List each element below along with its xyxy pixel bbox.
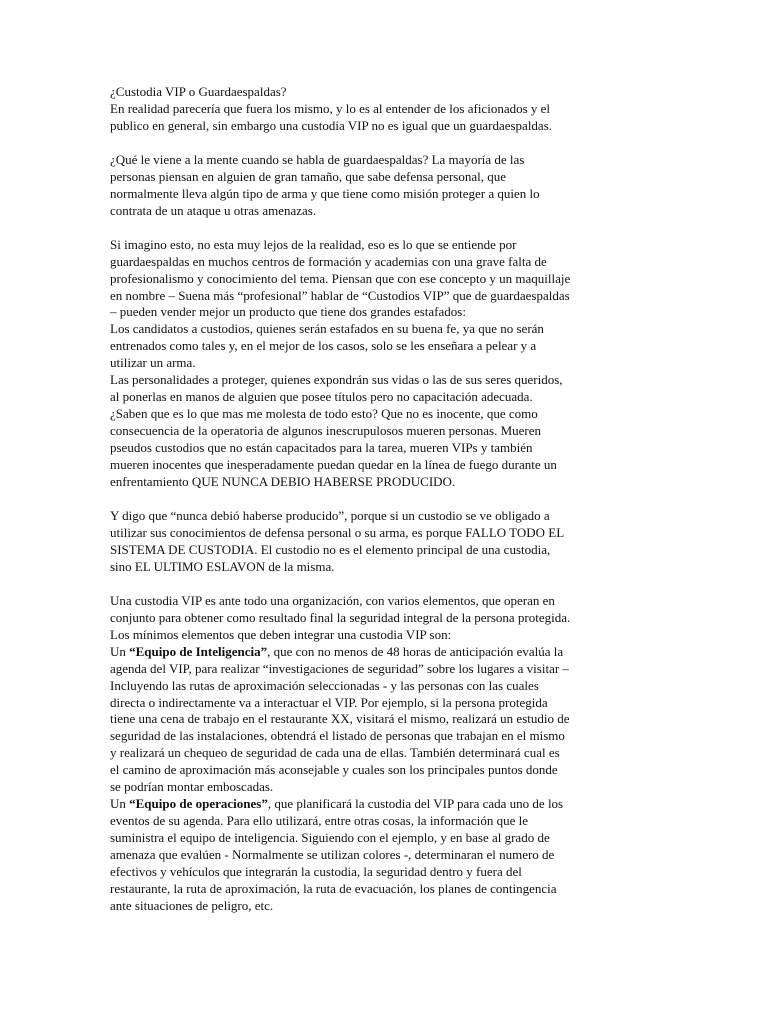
- intelligence-team-heading: “Equipo de Inteligencia”: [129, 643, 268, 659]
- document-title: ¿Custodia VIP o Guardaespaldas?: [110, 84, 287, 99]
- document-page: [110, 84, 662, 915]
- paragraph-gap: [110, 220, 662, 237]
- intelligence-team-text: , que con no menos de 48 horas de anticipación evalúa la agenda del VIP, para realizar “investigaciones de seguridad” sobre los lugares a visitar – Incluyendo las rutas de aproximación seleccionadas - y las personas con las cuales directa o indirectamente va a interactuar el VIP. Por ejemplo, si la persona protegida tiene una cena de trabajo en el restaurante XX, visitará el mismo, realizará un estudio de seguridad de las instalaciones, obtendrá el listado de personas que trabajan en el mismo y realizará un chequeo de seguridad de cada una de ellas. También determinará cual es el camino de aproximación más aconsejable y cuales son los principales puntos donde se podrían montar emboscadas.: [110, 643, 570, 795]
- paragraph-reality: Si imagino esto, no esta muy lejos de la realidad, eso es lo que se entiende por guardaespaldas en muchos centros de formación y academias con una grave falta de profesionalismo y conocimiento del tema. Piensan que con ese concepto y un maquillaje en nombre – Suena más “profesional” hablar de “Custodios VIP” que de guardaespaldas – pueden vender mejor un producto que tiene dos grandes estafados:: [110, 236, 571, 320]
- paragraph-candidates: Los candidatos a custodios, quienes serán estafados en su buena fe, ya que no serán entrenados como tales y, en el mejor de los casos, solo se les enseñara a pelear y a utilizar un arma.: [110, 321, 544, 371]
- paragraph-intelligence-team: [110, 644, 662, 797]
- paragraph-bodyguard-idea: ¿Qué le viene a la mente cuando se habla de guardaespaldas? La mayoría de las personas piensan en alguien de gran tamaño, que sabe defensa personal, que normalmente lleva algún tipo de arma y que tiene como misión proteger a quien lo contrata de un ataque u otras amenazas.: [110, 151, 540, 218]
- paragraph-operations-team: [110, 796, 662, 915]
- paragraph-consequences: ¿Saben que es lo que mas me molesta de todo esto? Que no es inocente, que como consecuencia de la operatoria de algunos inescrupulosos mueren personas. Mueren pseudos custodios que no están capacitados para la tarea, mueren VIPs y también mueren inocentes que inesperadamente puedan quedar en la línea de fuego durante un enfrentamiento QUE NUNCA DEBIO HABERSE PRODUCIDO.: [110, 406, 557, 490]
- paragraph-intro: En realidad parecería que fuera los mismo, y lo es al entender de los aficionados y el publico en general, sin embargo una custodia VIP no es igual que un guardaespaldas.: [110, 100, 553, 133]
- operations-team-text: , que planificará la custodia del VIP para cada uno de los eventos de su agenda. Para ello utilizará, entre otras cosas, la información que le suministra el equipo de inteligencia. Siguiendo con el ejemplo, y en base al grado de amenaza que evalúen - Normalmente se utilizan colores -, determinaran el numero de efectivos y vehículos que integrarán la custodia, la seguridad dentro y fuera del restaurante, la ruta de aproximación, la ruta de evacuación, los planes de contingencia ante situaciones de peligro, etc.: [110, 796, 564, 913]
- paragraph-gap: [110, 135, 662, 152]
- operations-team-heading: “Equipo de operaciones”: [129, 796, 268, 812]
- paragraph-gap: [110, 491, 662, 508]
- paragraph-gap: [110, 576, 662, 593]
- paragraph-personalities: Las personalidades a proteger, quienes expondrán sus vidas o las de sus seres queridos, al ponerlas en manos de alguien que posee títulos pero no capacitación adecuada.: [110, 372, 563, 405]
- intelligence-prefix: Un: [110, 643, 130, 659]
- paragraph-minimum-elements: Los mínimos elementos que deben integrar una custodia VIP son:: [110, 626, 452, 642]
- operations-prefix: Un: [110, 796, 130, 812]
- paragraph-never-should-happen: Y digo que “nunca debió haberse producido”, porque si un custodio se ve obligado a utilizar sus conocimientos de defensa personal o su arma, es porque FALLO TODO EL SISTEMA DE CUSTODIA. El custodio no es el elemento principal de una custodia, sino EL ULTIMO ESLAVON de la misma.: [110, 507, 565, 574]
- paragraph-organization: Una custodia VIP es ante todo una organización, con varios elementos, que operan en conjunto para obtener como resultado final la seguridad integral de la persona protegida.: [110, 592, 571, 625]
